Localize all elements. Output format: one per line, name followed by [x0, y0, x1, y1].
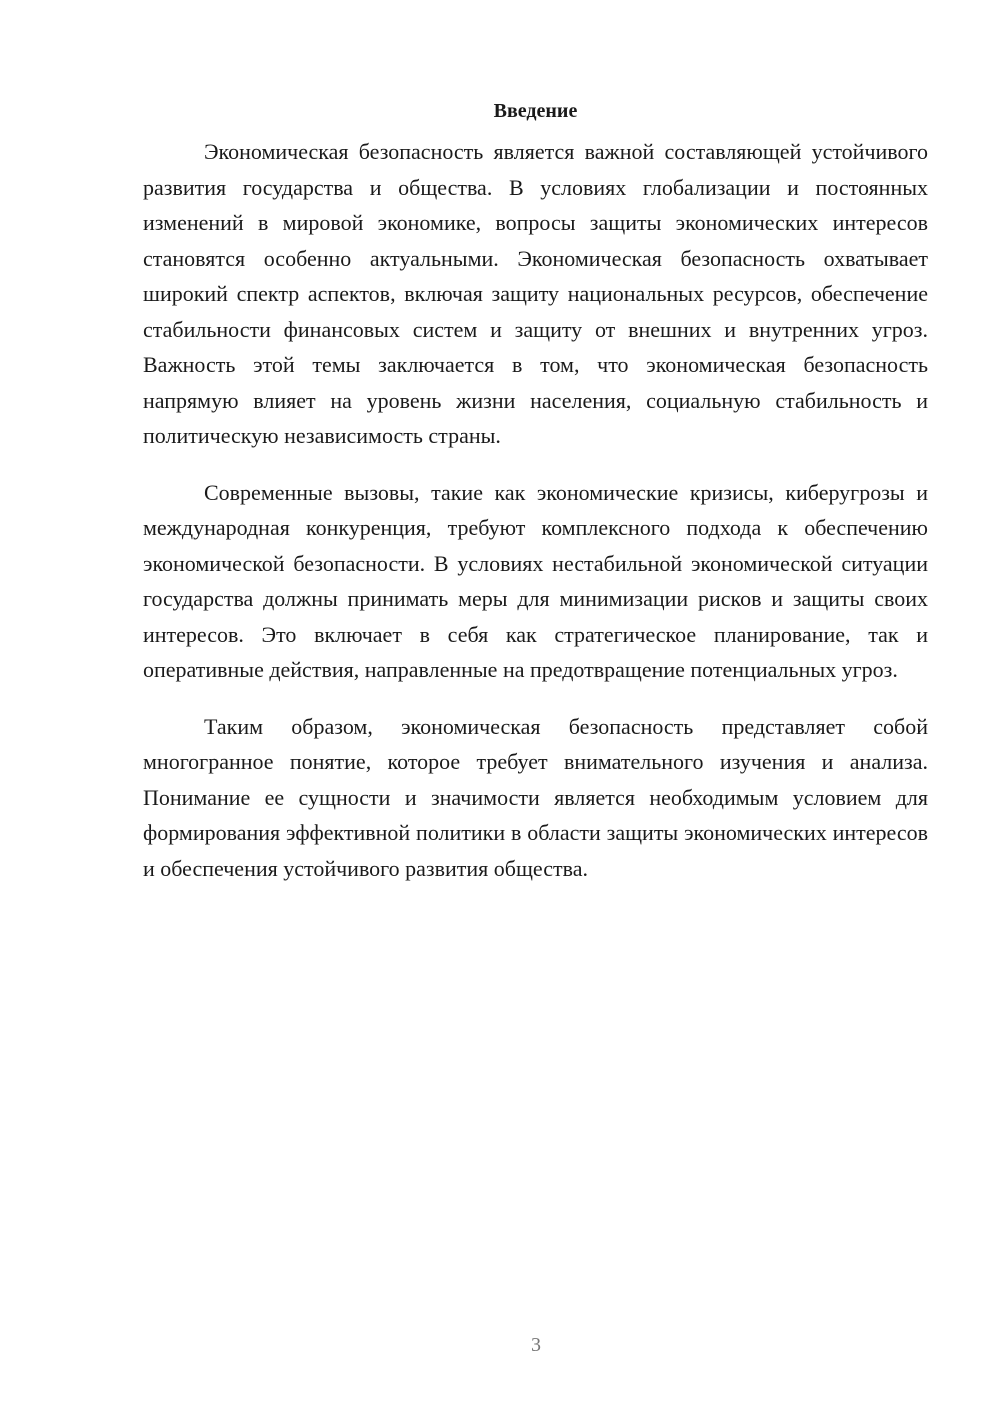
page-content	[143, 96, 928, 907]
paragraph-1: Экономическая безопасность является важной составляющей устойчивого развития государства и общества. В условиях глобализации и постоянных изменений в мировой экономике, вопросы защиты экономических интересов становятся особенно актуальными. Экономическая безопасность охватывает широкий спектр аспектов, включая защиту национальных ресурсов, обеспечение стабильности финансовых систем и защиту от внешних и внутренних угроз. Важность этой темы заключается в том, что экономическая безопасность напрямую влияет на уровень жизни населения, социальную стабильность и политическую независимость страны.	[143, 139, 928, 448]
page-number: 3	[531, 1334, 541, 1356]
paragraph-3: Таким образом, экономическая безопасность представляет собой многогранное понятие, которое требует внимательного изучения и анализа. Понимание ее сущности и значимости является необходимым условием для формирования эффективной политики в области защиты экономических интересов и обеспечения устойчивого развития общества.	[143, 713, 928, 881]
paragraph-2: Современные вызовы, такие как экономические кризисы, киберугрозы и международная конкуренция, требуют комплексного подхода к обеспечению экономической безопасности. В условиях нестабильной экономической ситуации государства должны принимать меры для минимизации рисков и защиты своих интересов. Это включает в себя как стратегическое планирование, так и оперативные действия, направленные на предотвращение потенциальных угроз.	[143, 479, 928, 682]
section-title: Введение	[493, 100, 578, 122]
